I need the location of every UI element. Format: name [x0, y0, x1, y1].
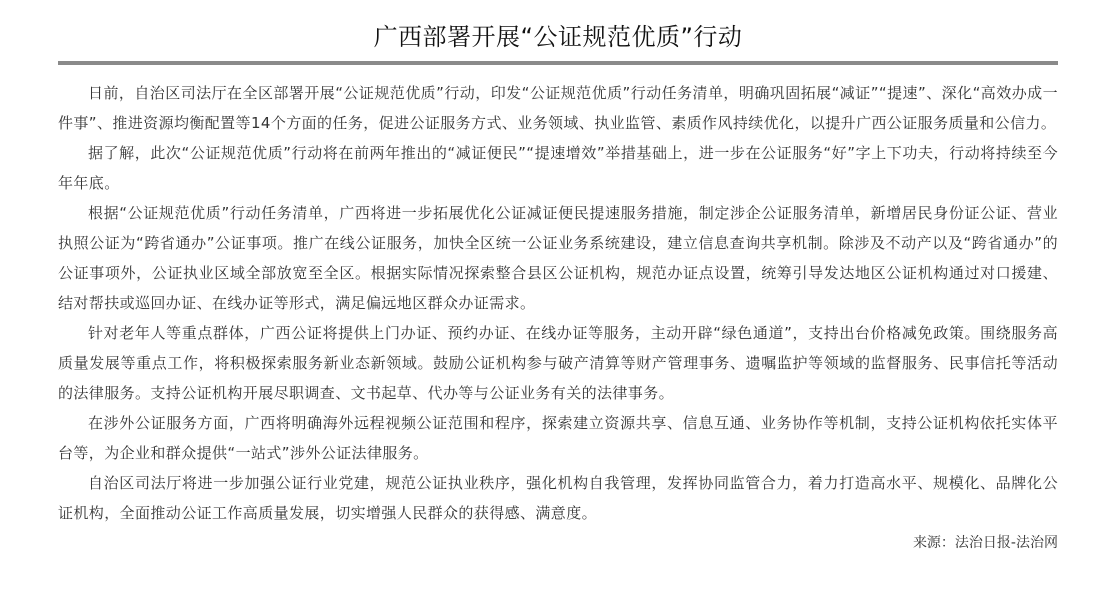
article-body: [58, 78, 1058, 558]
article-title: 广西部署开展“公证规范优质”行动: [373, 23, 743, 51]
paragraph: 日前，自治区司法厅在全区部署开展“公证规范优质”行动，印发“公证规范优质”行动任务清单，明确巩固拓展“减证”“提速”、深化“高效办成一件事”、推进资源均衡配置等14个方面的任务，促进公证服务方式、业务领域、执业监管、素质作风持续优化，以提升广西公证服务质量和公信力。: [58, 84, 1058, 132]
title-divider: [58, 61, 1058, 65]
paragraph: 在涉外公证服务方面，广西将明确海外远程视频公证范围和程序，探索建立资源共享、信息互通、业务协作等机制，支持公证机构依托实体平台等，为企业和群众提供“一站式”涉外公证法律服务。: [58, 414, 1058, 462]
paragraph: 针对老年人等重点群体，广西公证将提供上门办证、预约办证、在线办证等服务，主动开辟“绿色通道”，支持出台价格减免政策。围绕服务高质量发展等重点工作，将积极探索服务新业态新领域。鼓励公证机构参与破产清算等财产管理事务、遗嘱监护等领域的监督服务、民事信托等活动的法律服务。支持公证机构开展尽职调查、文书起草、代办等与公证业务有关的法律事务。: [58, 324, 1058, 402]
article-source: 来源：法治日报-法治网: [912, 535, 1058, 551]
paragraph: 据了解，此次“公证规范优质”行动将在前两年推出的“减证便民”“提速增效”举措基础上，进一步在公证服务“好”字上下功夫，行动将持续至今年年底。: [58, 144, 1058, 192]
article: [58, 0, 1058, 558]
paragraph: 根据“公证规范优质”行动任务清单，广西将进一步拓展优化公证减证便民提速服务措施，制定涉企公证服务清单，新增居民身份证公证、营业执照公证为“跨省通办”公证事项。推广在线公证服务，加快全区统一公证业务系统建设，建立信息查询共享机制。除涉及不动产以及“跨省通办”的公证事项外，公证执业区域全部放宽至全区。根据实际情况探索整合县区公证机构，规范办证点设置，统筹引导发达地区公证机构通过对口援建、结对帮扶或巡回办证、在线办证等形式，满足偏远地区群众办证需求。: [58, 204, 1058, 312]
paragraph: 自治区司法厅将进一步加强公证行业党建，规范公证执业秩序，强化机构自我管理，发挥协同监管合力，着力打造高水平、规模化、品牌化公证机构，全面推动公证工作高质量发展，切实增强人民群众的获得感、满意度。: [58, 474, 1058, 522]
